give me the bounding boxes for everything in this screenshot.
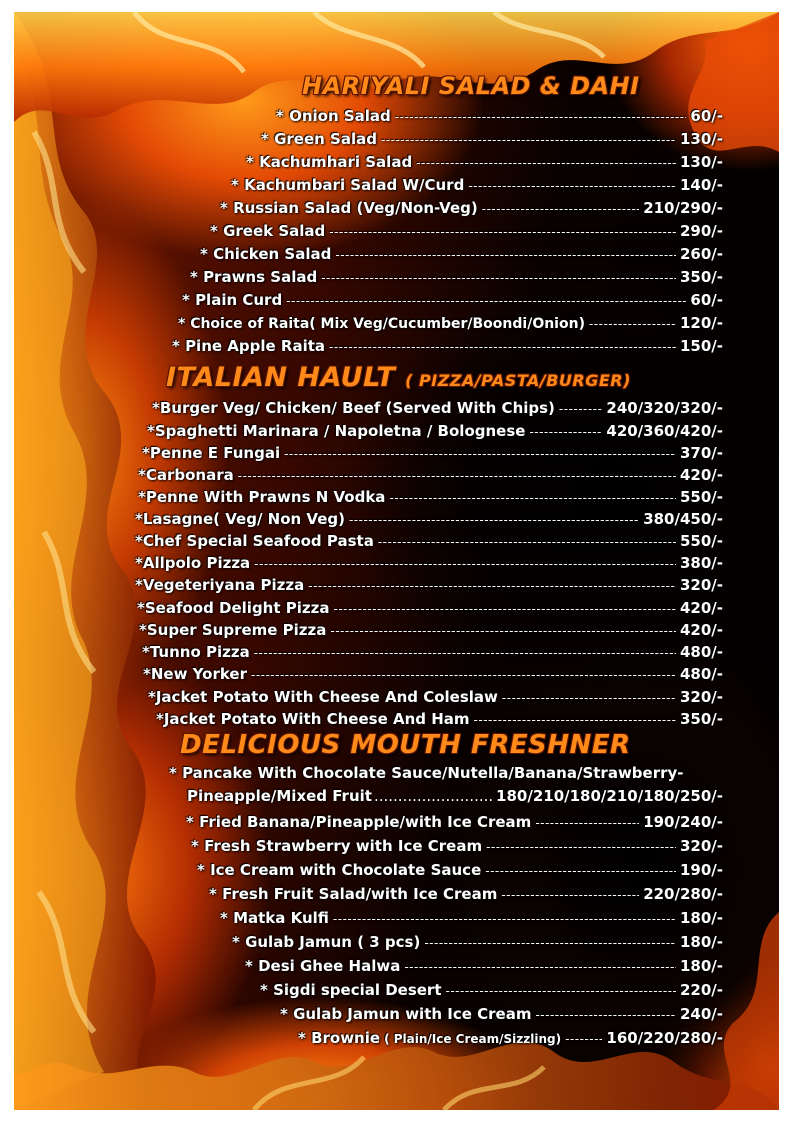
item-price: 180/- [679, 909, 723, 927]
item-name: *Spaghetti Marinara / Napoletna / Bolognese [147, 422, 526, 440]
item-price: 140/- [679, 176, 723, 194]
menu-item [220, 909, 723, 928]
dot-leader [404, 958, 676, 976]
item-price: 290/- [679, 222, 723, 240]
dot-leader [395, 108, 687, 126]
item-price: 260/- [679, 245, 723, 263]
item-price: 320/- [679, 688, 723, 706]
item-price: 130/- [679, 153, 723, 171]
item-name: * Fresh Fruit Salad/with Ice Cream [209, 885, 498, 903]
section-title-italian [166, 362, 631, 393]
dot-leader [559, 400, 602, 418]
item-price: 350/- [679, 710, 723, 728]
item-name: * Choice of Raita( Mix Veg/Cucumber/Boondi/Onion) [178, 316, 585, 332]
item-name: Pineapple/Mixed Fruit [187, 787, 372, 805]
menu-item [172, 337, 723, 356]
item-price: 240/- [679, 1005, 723, 1023]
menu-item [220, 199, 723, 218]
menu-item [138, 466, 723, 485]
menu-item [137, 599, 723, 618]
item-name: * Chicken Salad [200, 245, 332, 263]
menu-item [135, 576, 723, 595]
menu-item [209, 885, 723, 904]
item-price: 220/- [679, 981, 723, 999]
menu-item [135, 554, 723, 573]
item-name: * Gulab Jamun ( 3 pcs) [232, 933, 421, 951]
menu-item [232, 933, 723, 952]
dot-leader [284, 445, 676, 463]
dot-leader [565, 1030, 602, 1048]
item-name: *Super Supreme Pizza [139, 621, 327, 639]
menu-item [152, 399, 723, 418]
dot-leader [329, 223, 676, 241]
item-price: 180/- [679, 957, 723, 975]
item-name: *Burger Veg/ Chicken/ Beef (Served With Chips) [152, 399, 555, 417]
item-price: 550/- [679, 532, 723, 550]
item-price: 150/- [679, 337, 723, 355]
item-name: * Fresh Strawberry with Ice Cream [191, 837, 483, 855]
menu-item [231, 176, 723, 195]
dot-leader [286, 292, 686, 310]
dot-leader [529, 423, 602, 441]
item-name: *New Yorker [143, 665, 247, 683]
menu-item [298, 1029, 723, 1048]
dot-leader [330, 622, 676, 640]
item-name: *Penne With Prawns N Vodka [138, 488, 386, 506]
dot-leader [349, 511, 639, 529]
menu-item [169, 764, 684, 782]
item-price: 120/- [679, 314, 723, 332]
item-price: 420/- [679, 621, 723, 639]
dot-leader [416, 154, 676, 172]
dot-leader [251, 666, 676, 684]
section-title-salad: HARIYALI SALAD & DAHI [302, 72, 640, 100]
item-name: *Jacket Potato With Cheese And Ham [156, 710, 470, 728]
item-name: * Pine Apple Raita [172, 337, 326, 355]
menu-item-continued [187, 787, 723, 805]
menu-item [245, 957, 723, 976]
item-name: * Plain Curd [182, 291, 283, 309]
item-price: 180/210/180/210/180/250/- [496, 787, 723, 805]
dot-leader [446, 982, 676, 1000]
dot-leader [474, 711, 676, 729]
dot-leader [389, 489, 676, 507]
menu-content [14, 12, 779, 1110]
item-price: 320/- [679, 576, 723, 594]
dot-leader [254, 644, 676, 662]
menu-item [261, 130, 723, 149]
item-price: 210/290/- [643, 199, 723, 217]
item-name: * Ice Cream with Chocolate Sauce [197, 861, 482, 879]
menu-item [190, 268, 723, 287]
item-name: * Brownie [298, 1029, 381, 1047]
menu-item [276, 107, 723, 126]
item-name: * Kachumbari Salad W/Curd [231, 176, 465, 194]
item-price: 160/220/280/- [606, 1029, 723, 1047]
item-price: 380/- [679, 554, 723, 572]
menu-item [186, 813, 723, 832]
dot-leader [333, 600, 676, 618]
section-title-dessert: DELICIOUS MOUTH FRESHNER [180, 730, 631, 760]
item-price: 130/- [679, 130, 723, 148]
item-name: * Desi Ghee Halwa [245, 957, 401, 975]
dot-leader [535, 814, 639, 832]
dot-leader [482, 200, 639, 218]
item-name: *Vegeteriyana Pizza [135, 576, 305, 594]
dot-leader [486, 838, 676, 856]
item-price: 380/450/- [643, 510, 723, 528]
item-price: 60/- [690, 291, 723, 309]
item-price: 180/- [679, 933, 723, 951]
dot-leader [485, 862, 676, 880]
item-price: 420/- [679, 466, 723, 484]
item-name: * Kachumhari Salad [246, 153, 413, 171]
item-price: 190/240/- [643, 813, 723, 831]
item-price: 220/280/- [643, 885, 723, 903]
section-subtitle: ( PIZZA/PASTA/BURGER) [405, 371, 631, 390]
dot-leader [329, 338, 676, 356]
menu-item [148, 688, 723, 707]
menu-item [135, 510, 723, 529]
item-name: * Matka Kulfi [220, 909, 329, 927]
item-name: *Allpolo Pizza [135, 554, 251, 572]
item-price: 370/- [679, 444, 723, 462]
item-price: 240/320/320/- [606, 399, 723, 417]
item-name: *Chef Special Seafood Pasta [135, 532, 374, 550]
dot-leader [238, 467, 676, 485]
dot-leader [254, 555, 676, 573]
menu-item [191, 837, 723, 856]
item-name: * Russian Salad (Veg/Non-Veg) [220, 199, 478, 217]
item-name: * Prawns Salad [190, 268, 318, 286]
item-name: * Onion Salad [276, 107, 391, 125]
item-price: 420/- [679, 599, 723, 617]
item-price: 60/- [690, 107, 723, 125]
menu-item [246, 153, 723, 172]
item-name: *Carbonara [138, 466, 234, 484]
menu-item [210, 222, 723, 241]
item-name: * Pancake With Chocolate Sauce/Nutella/Banana/Strawberry- [169, 764, 684, 782]
menu-item [143, 665, 723, 684]
menu-item [156, 710, 723, 729]
item-name: * Fried Banana/Pineapple/with Ice Cream [186, 813, 532, 831]
item-price: 350/- [679, 268, 723, 286]
item-price: 480/- [679, 643, 723, 661]
item-note: ( Plain/Ice Cream/Sizzling) [384, 1032, 562, 1046]
dot-leader [321, 269, 676, 287]
dot-leader [333, 910, 676, 928]
menu-item [147, 422, 723, 441]
dot-leader [335, 246, 676, 264]
menu-item [135, 532, 723, 551]
item-price: 420/360/420/- [606, 422, 723, 440]
menu-item [197, 861, 723, 880]
menu-item [182, 291, 723, 310]
dot-leader [468, 177, 676, 195]
menu-item [280, 1005, 723, 1024]
item-name: *Tunno Pizza [142, 643, 250, 661]
dot-leader [535, 1006, 676, 1024]
menu-item [138, 488, 723, 507]
item-price: 550/- [679, 488, 723, 506]
menu-item [142, 444, 723, 463]
dot-leader [374, 787, 494, 805]
menu-item [178, 314, 723, 333]
dot-leader [378, 533, 676, 551]
dot-leader [424, 934, 676, 952]
item-price: 480/- [679, 665, 723, 683]
item-name: * Greek Salad [210, 222, 326, 240]
section-title-text: ITALIAN HAULT [166, 362, 396, 393]
item-price: 190/- [679, 861, 723, 879]
menu-page [14, 12, 779, 1110]
dot-leader [501, 886, 639, 904]
item-name: * Green Salad [261, 130, 377, 148]
item-name: *Seafood Delight Pizza [137, 599, 330, 617]
item-name: *Lasagne( Veg/ Non Veg) [135, 510, 345, 528]
item-name: *Jacket Potato With Cheese And Coleslaw [148, 688, 498, 706]
menu-item [139, 621, 723, 640]
menu-item [142, 643, 723, 662]
item-name: * Gulab Jamun with Ice Cream [280, 1005, 532, 1023]
dot-leader [308, 577, 676, 595]
menu-item [200, 245, 723, 264]
item-price: 320/- [679, 837, 723, 855]
dot-leader [502, 689, 676, 707]
dot-leader [381, 131, 676, 149]
item-name: * Sigdi special Desert [260, 981, 442, 999]
item-name: *Penne E Fungai [142, 444, 281, 462]
dot-leader [589, 315, 676, 333]
menu-item [260, 981, 723, 1000]
